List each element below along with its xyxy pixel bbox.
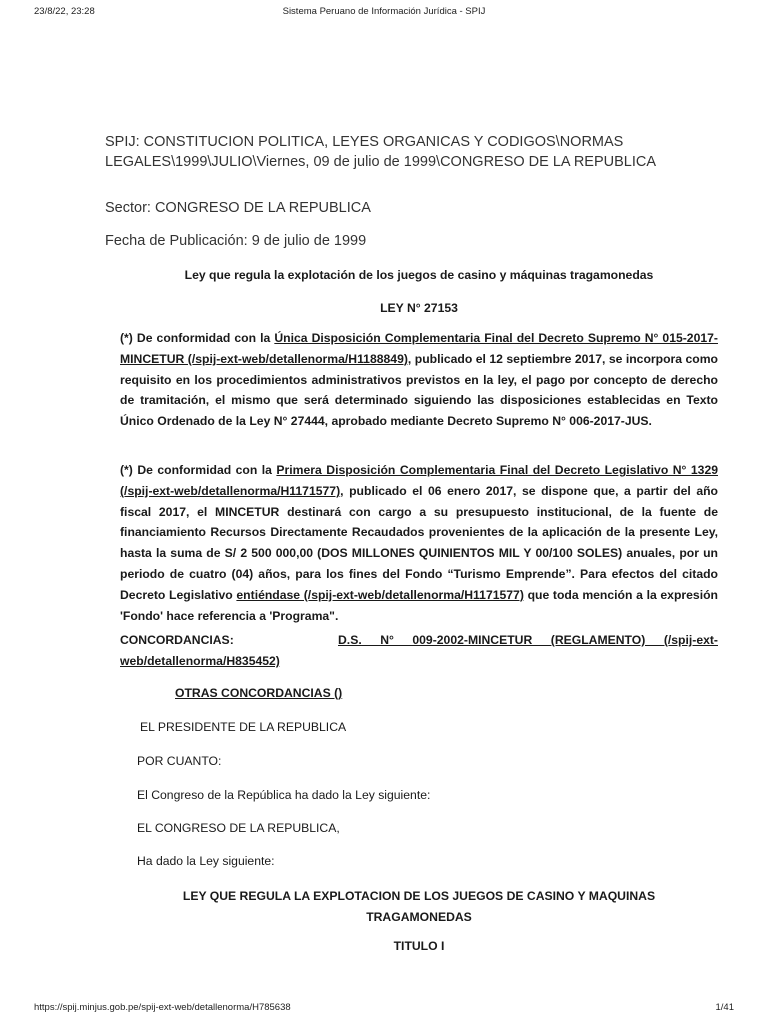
note2-middle: , publicado el 06 enero 2017, se dispone que, a partir del año fiscal 2017, el MINCETUR destinará con cargo a su presupuesto institucional, de la fuente de financiamiento Recursos Directamente Recaudados provenientes de la aplicación de la presente Ley, hasta la suma de S/ 2 500 000,00 (DOS MILLONES QUINIENTOS MIL Y 00/100 SOLES) anuales, por un periodo de cuatro (04) años, para los fines del Fondo “Turismo Emprende”. Para efectos del citado Decreto Legislativo [120, 483, 718, 602]
breadcrumb-line-2: LEGALES\1999\JULIO\Viernes, 09 de julio de 1999\CONGRESO DE LA REPUBLICA [105, 153, 657, 170]
titulo-heading: TITULO I [393, 939, 445, 953]
note2-link-entiendase[interactable]: entiéndase (/spij-ext-web/detallenorma/H1171577) [236, 587, 524, 602]
note2-link-decreto[interactable]: Primera Disposición Complementaria Final del Decreto Legislativo N° 1329 (/spij-ext-web/detallenorma/H1171577) [120, 463, 718, 498]
presidente-text: EL PRESIDENTE DE LA REPUBLICA [140, 720, 347, 734]
congreso-dado-text: El Congreso de la República ha dado la Ley siguiente: [137, 788, 431, 802]
page-number: 1/41 [715, 1002, 734, 1013]
print-url: https://spij.minjus.gob.pe/spij-ext-web/detallenorma/H785638 [34, 1002, 291, 1013]
note1-suffix: , publicado el 12 septiembre 2017, se incorpora como requisito en los procedimientos administrativos previstos en la ley, el pago por concepto de derecho de tramitación, el mismo que será determinado siguiendo las disposiciones establecidas en Texto Único Ordenado de la Ley N° 27444, aprobado mediante Decreto Supremo N° 006-2017-JUS. [120, 351, 719, 429]
concordancias-link[interactable]: D.S. N° 009-2002-MINCETUR (REGLAMENTO) (/spij-ext-web/detallenorma/H835452) [120, 633, 718, 668]
print-title: Sistema Peruano de Información Jurídica - SPIJ [282, 6, 486, 17]
print-datetime: 23/8/22, 23:28 [34, 6, 95, 17]
print-header [0, 6, 768, 20]
print-footer [0, 1002, 768, 1016]
law-subtitle: Ley que regula la explotación de los juegos de casino y máquinas tragamonedas [184, 268, 654, 282]
note1-prefix: (*) De conformidad con la [120, 331, 275, 345]
law-title [120, 886, 718, 928]
note2-prefix: (*) De conformidad con la [120, 463, 277, 477]
law-title-line-2: TRAGAMONEDAS [366, 910, 472, 924]
note1-link[interactable]: Única Disposición Complementaria Final del Decreto Supremo N° 015-2017-MINCETUR (/spij-ext-web/detallenorma/H1188849) [120, 331, 718, 366]
sector: Sector: CONGRESO DE LA REPUBLICA [105, 200, 371, 216]
note2-suffix: que toda mención a la expresión 'Fondo' hace referencia a 'Programa". [120, 587, 718, 623]
law-title-line-1: LEY QUE REGULA LA EXPLOTACION DE LOS JUEGOS DE CASINO Y MAQUINAS [182, 889, 656, 903]
congreso-text: EL CONGRESO DE LA REPUBLICA, [137, 821, 340, 835]
publication-date: Fecha de Publicación: 9 de julio de 1999 [105, 233, 367, 249]
law-number: LEY N° 27153 [380, 301, 458, 315]
otras-concordancias-link[interactable]: OTRAS CONCORDANCIAS () [175, 686, 343, 700]
ha-dado-text: Ha dado la Ley siguiente: [137, 854, 275, 868]
breadcrumb-line-1: SPIJ: CONSTITUCION POLITICA, LEYES ORGANICAS Y CODIGOS\NORMAS [105, 134, 624, 150]
note-paragraph-1 [120, 328, 718, 432]
breadcrumb [105, 133, 665, 172]
por-cuanto-text: POR CUANTO: [137, 754, 222, 768]
note-paragraph-2 [120, 460, 718, 626]
concordancias-paragraph [120, 630, 718, 672]
concordancias-label: CONCORDANCIAS: [120, 633, 234, 647]
